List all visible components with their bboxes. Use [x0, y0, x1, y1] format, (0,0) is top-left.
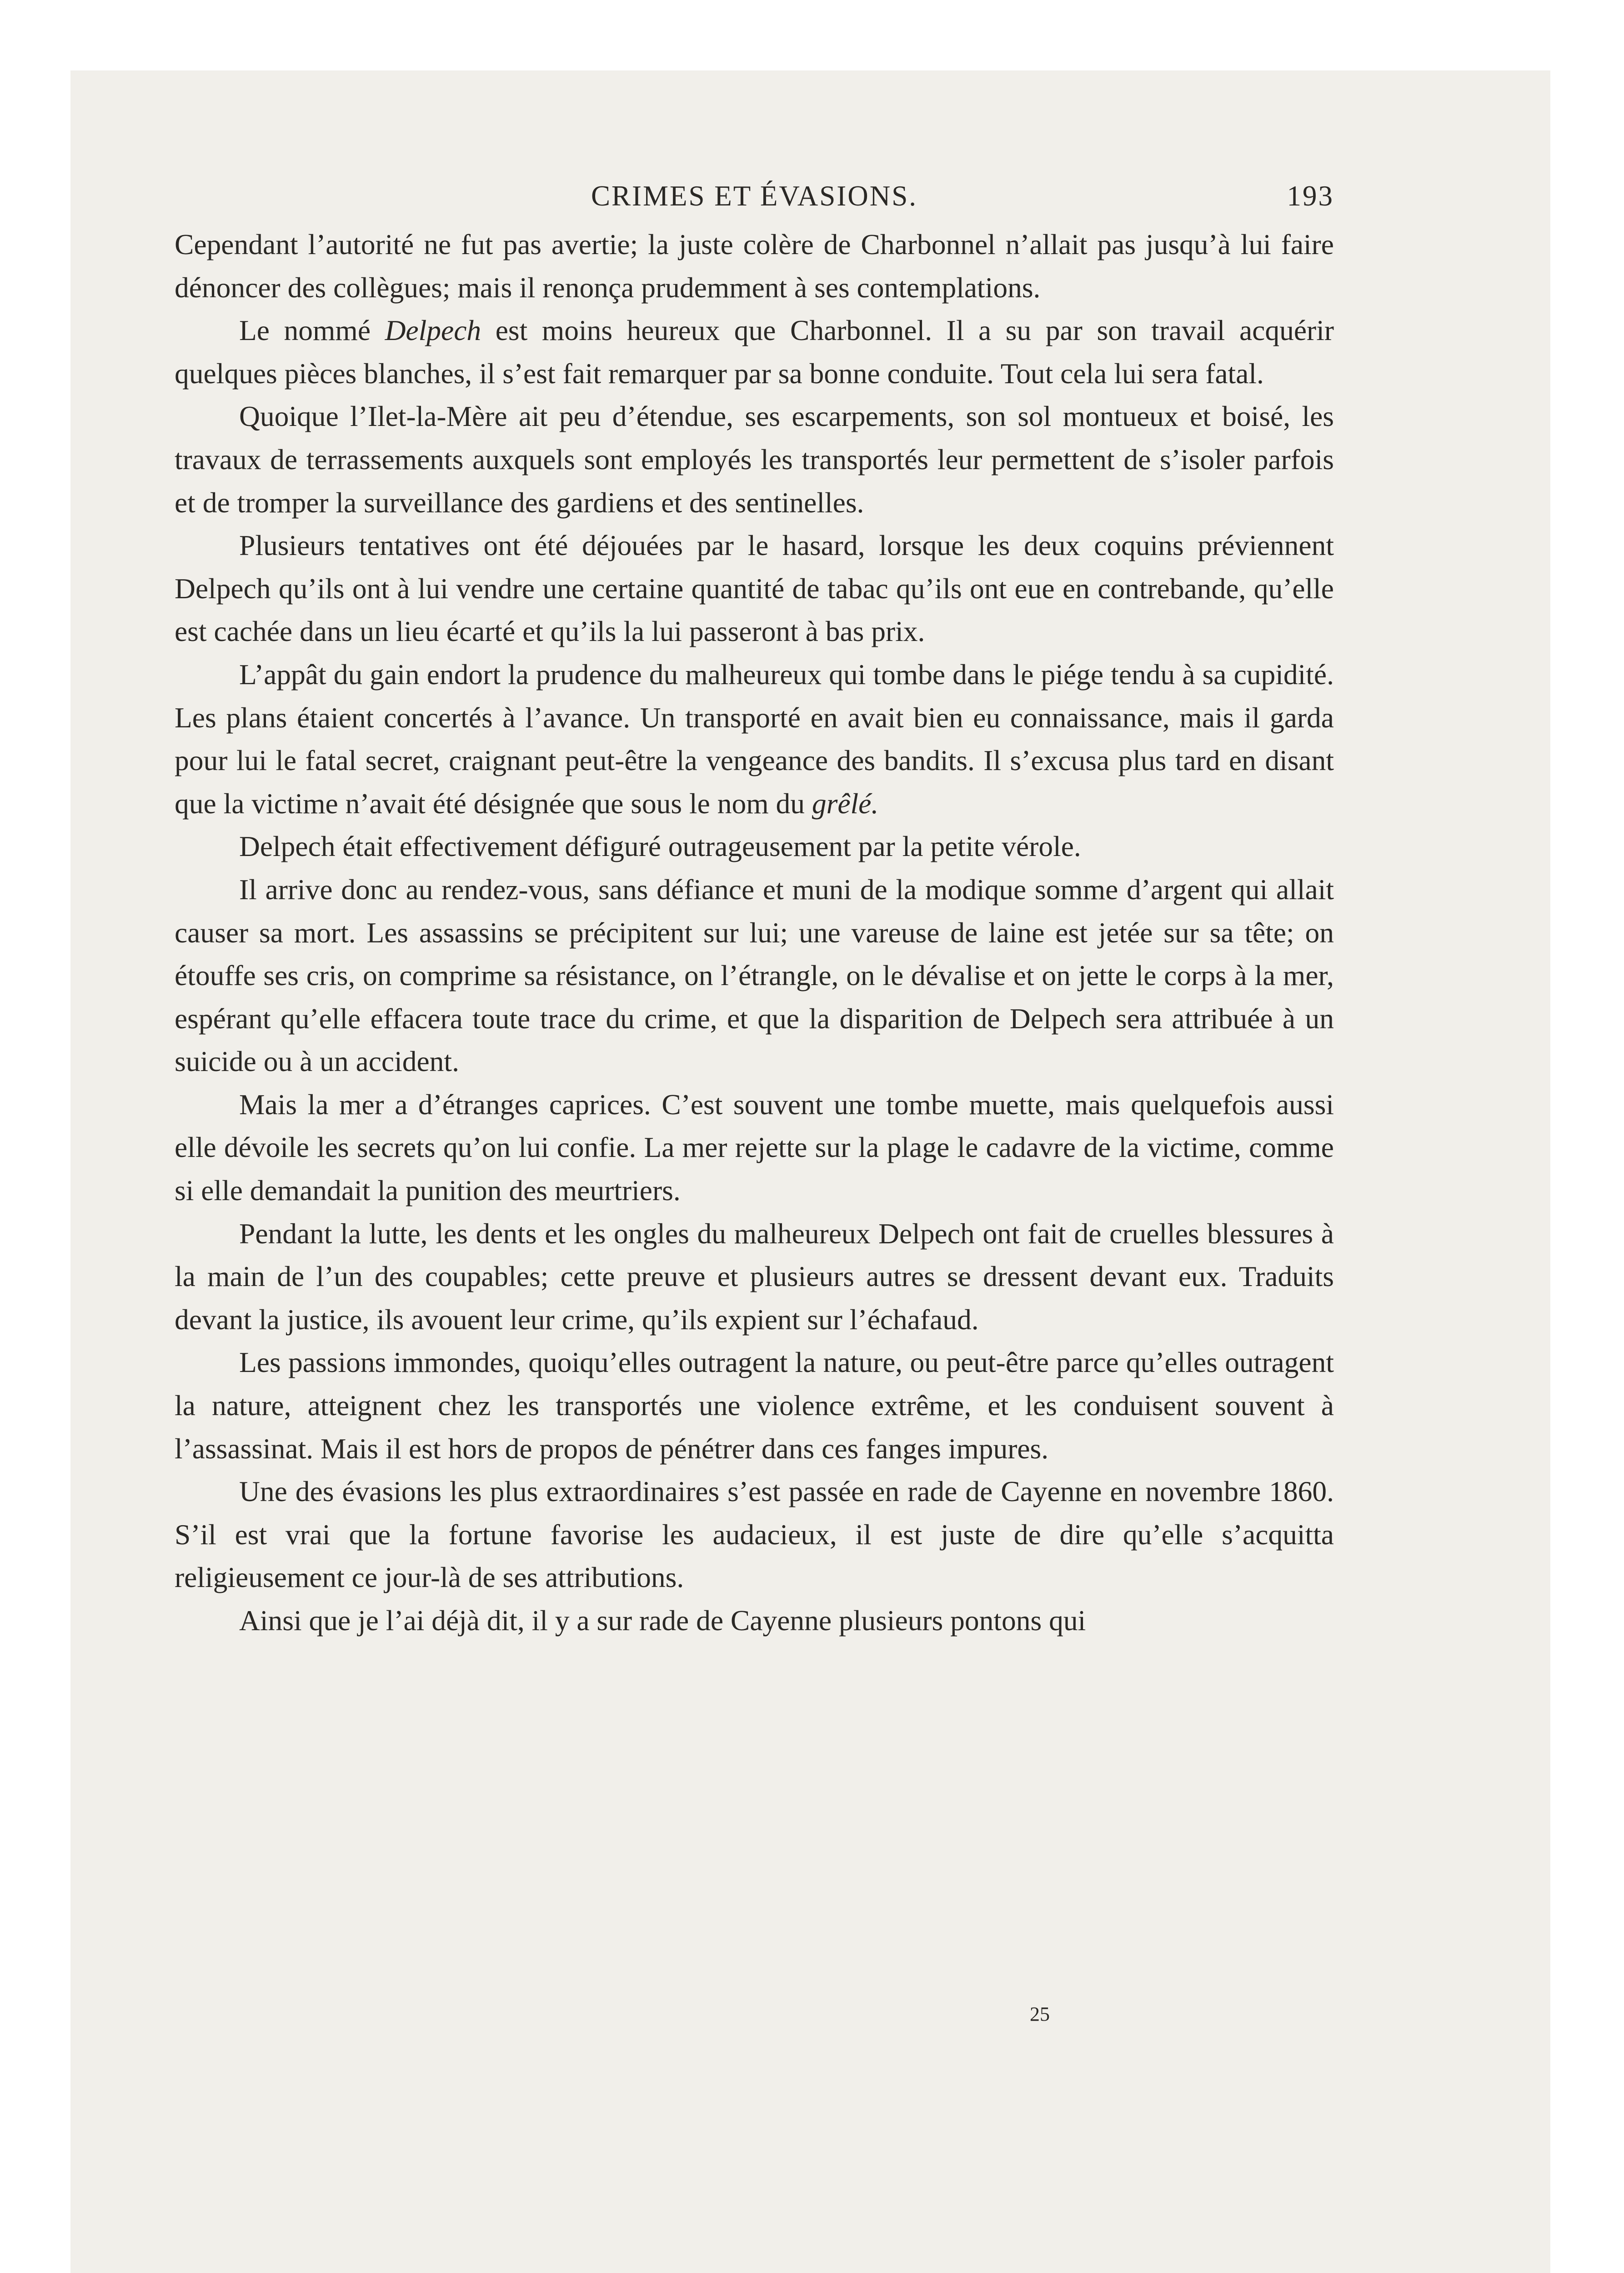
paragraph-9: Pendant la lutte, les dents et les ongles du malheureux Delpech ont fait de cruelles blessures à la main de l’un des coupables; cette preuve et plusieurs autres se dressent devant eux. Traduits devant la justice, ils avouent leur crime, qu’ils expient sur l’échafaud.	[175, 1217, 1334, 1336]
paragraph-10: Les passions immondes, quoiqu’elles outragent la nature, ou peut-être parce qu’elles outragent la nature, atteignent chez les transportés une violence extrême, et les conduisent souvent à l’assassinat. Mais il est hors de propos de pénétrer dans ces fanges impures.	[175, 1346, 1334, 1465]
body-text	[175, 223, 1334, 1642]
paragraph-12: Ainsi que je l’ai déjà dit, il y a sur rade de Cayenne plusieurs pontons qui	[239, 1604, 1086, 1637]
paragraph-2-before: Le nommé	[239, 314, 385, 347]
paragraph-1: Cependant l’autorité ne fut pas avertie; la juste colère de Charbonnel n’allait pas jusqu’à lui faire dénoncer des collègues; mais il renonça prudemment à ses contemplations.	[175, 228, 1334, 304]
paragraph-7: Il arrive donc au rendez-vous, sans défiance et muni de la modique somme d’argent qui allait causer sa mort. Les assassins se précipitent sur lui; une vareuse de laine est jetée sur sa tête; on étouffe ses cris, on comprime sa résistance, on l’étrangle, on le dévalise et on jette le corps à la mer, espérant qu’elle effacera toute trace du crime, et que la disparition de Delpech sera attribuée à un suicide ou à un accident.	[175, 873, 1334, 1078]
paragraph-2	[175, 309, 1334, 395]
paragraph-4: Plusieurs tentatives ont été déjouées par le hasard, lorsque les deux coquins préviennent Delpech qu’ils ont à lui vendre une certaine quantité de tabac qu’ils ont eue en contrebande, qu’elle est cachée dans un lieu écarté et qu’ils la lui passeront à bas prix.	[175, 529, 1334, 648]
paragraph-5-before: L’appât du gain endort la prudence du malheureux qui tombe dans le piége tendu à sa cupidité. Les plans étaient concertés à l’avance. Un transporté en avait bien eu connaissance, mais il garda pour lui le fatal secret, craignant peut-être la vengeance des bandits. Il s’excusa plus tard en disant que la victime n’avait été désignée que sous le nom du	[175, 658, 1334, 820]
book-page	[175, 180, 1334, 1642]
signature-mark: 25	[1030, 2003, 1050, 2025]
paragraph-8: Mais la mer a d’étranges caprices. C’est souvent une tombe muette, mais quelquefois aussi elle dévoile les secrets qu’on lui confie. La mer rejette sur la plage le cadavre de la victime, comme si elle demandait la punition des meurtriers.	[175, 1088, 1334, 1207]
page-header	[175, 180, 1334, 218]
paragraph-5	[175, 653, 1334, 825]
paragraph-2-after: est moins heureux que Charbonnel. Il a su par son travail acquérir quelques pièces blanches, il s’est fait remarquer par sa bonne conduite. Tout cela lui sera fatal.	[175, 314, 1334, 390]
paragraph-6: Delpech était effectivement défiguré outrageusement par la petite vérole.	[239, 830, 1081, 863]
running-title: CRIMES ET ÉVASIONS.	[591, 180, 918, 212]
paragraph-11: Une des évasions les plus extraordinaires s’est passée en rade de Cayenne en novembre 1860. S’il est vrai que la fortune favorise les audacieux, il est juste de dire qu’elle s’acquitta religieusement ce jour-là de ses attributions.	[175, 1475, 1334, 1594]
paragraph-2-italic: Delpech	[385, 314, 481, 347]
paragraph-3: Quoique l’Ilet-la-Mère ait peu d’étendue, ses escarpements, son sol montueux et boisé, les travaux de terrassements auxquels sont employés les transportés leur permettent de s’isoler parfois et de tromper la surveillance des gardiens et des sentinelles.	[175, 400, 1334, 519]
paragraph-5-italic: grêlé.	[812, 787, 879, 820]
page-number: 193	[1287, 180, 1334, 212]
